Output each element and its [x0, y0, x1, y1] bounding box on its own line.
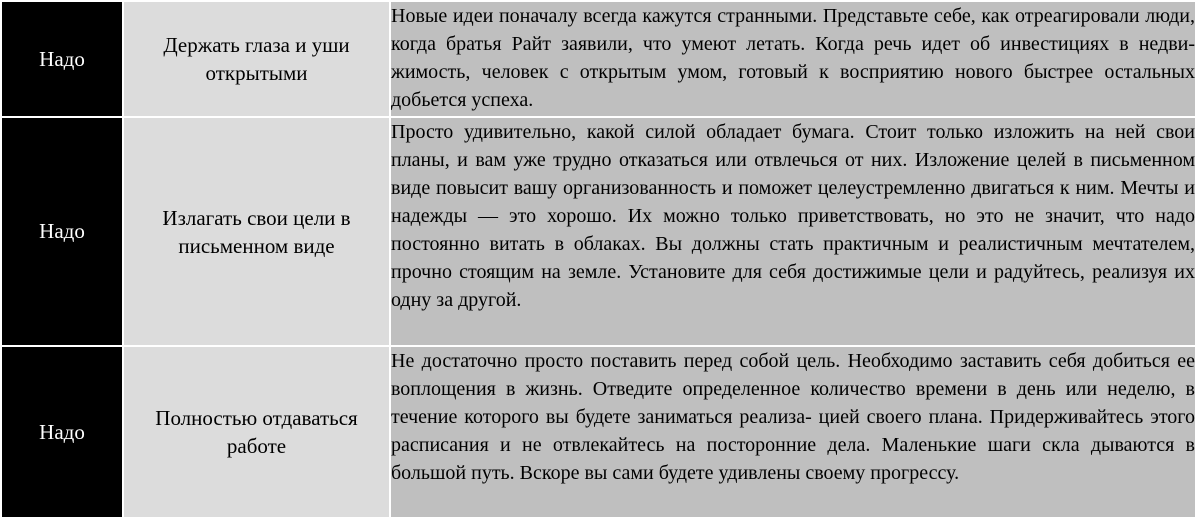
type-cell: Надо [1, 346, 123, 518]
action-cell: Держать глаза и уши открытыми [123, 1, 390, 117]
type-cell: Надо [1, 117, 123, 346]
table-row [1, 117, 1196, 346]
action-cell: Полностью отдаваться работе [123, 346, 390, 518]
type-cell: Надо [1, 1, 123, 117]
table-row [1, 1, 1196, 117]
table-row [1, 346, 1196, 518]
action-cell: Излагать свои цели в письменном виде [123, 117, 390, 346]
description-cell: Просто удивительно, какой силой обладает бумага. Стоит только изложить на ней свои планы, и вам уже трудно отказаться или отвлечься от них. Изложение целей в письменном виде повысит вашу организованность и поможет целеустремленно двигаться к ним. Мечты и надежды — это хорошо. Их можно только приветствовать, но это не значит, что надо постоянно витать в облаках. Вы должны стать практичным и реалистичным мечтателем, прочно стоящим на земле. Установите для себя достижимые цели и радуйтесь, реализуя их одну за другой. [390, 117, 1196, 346]
description-cell: Новые идеи поначалу всегда кажутся странными. Представьте себе, как отреагировали люди, когда братья Райт заявили, что умеют летать. Когда речь идет об инвестициях в недви- жимость, человек с открытым умом, готовый к восприятию нового быстрее остальных добьется успеха. [390, 1, 1196, 117]
description-cell: Не достаточно просто поставить перед собой цель. Необходимо заставить себя добиться ее воплощения в жизнь. Отведите определенное количество времени в день или неделю, в течение которого вы будете заниматься реализа- цией своего плана. Придерживайтесь этого расписания и не отвлекайтесь на посторонние дела. Маленькие шаги скла дываются в большой путь. Вскоре вы сами будете удивлены своему прогрессу. [390, 346, 1196, 518]
